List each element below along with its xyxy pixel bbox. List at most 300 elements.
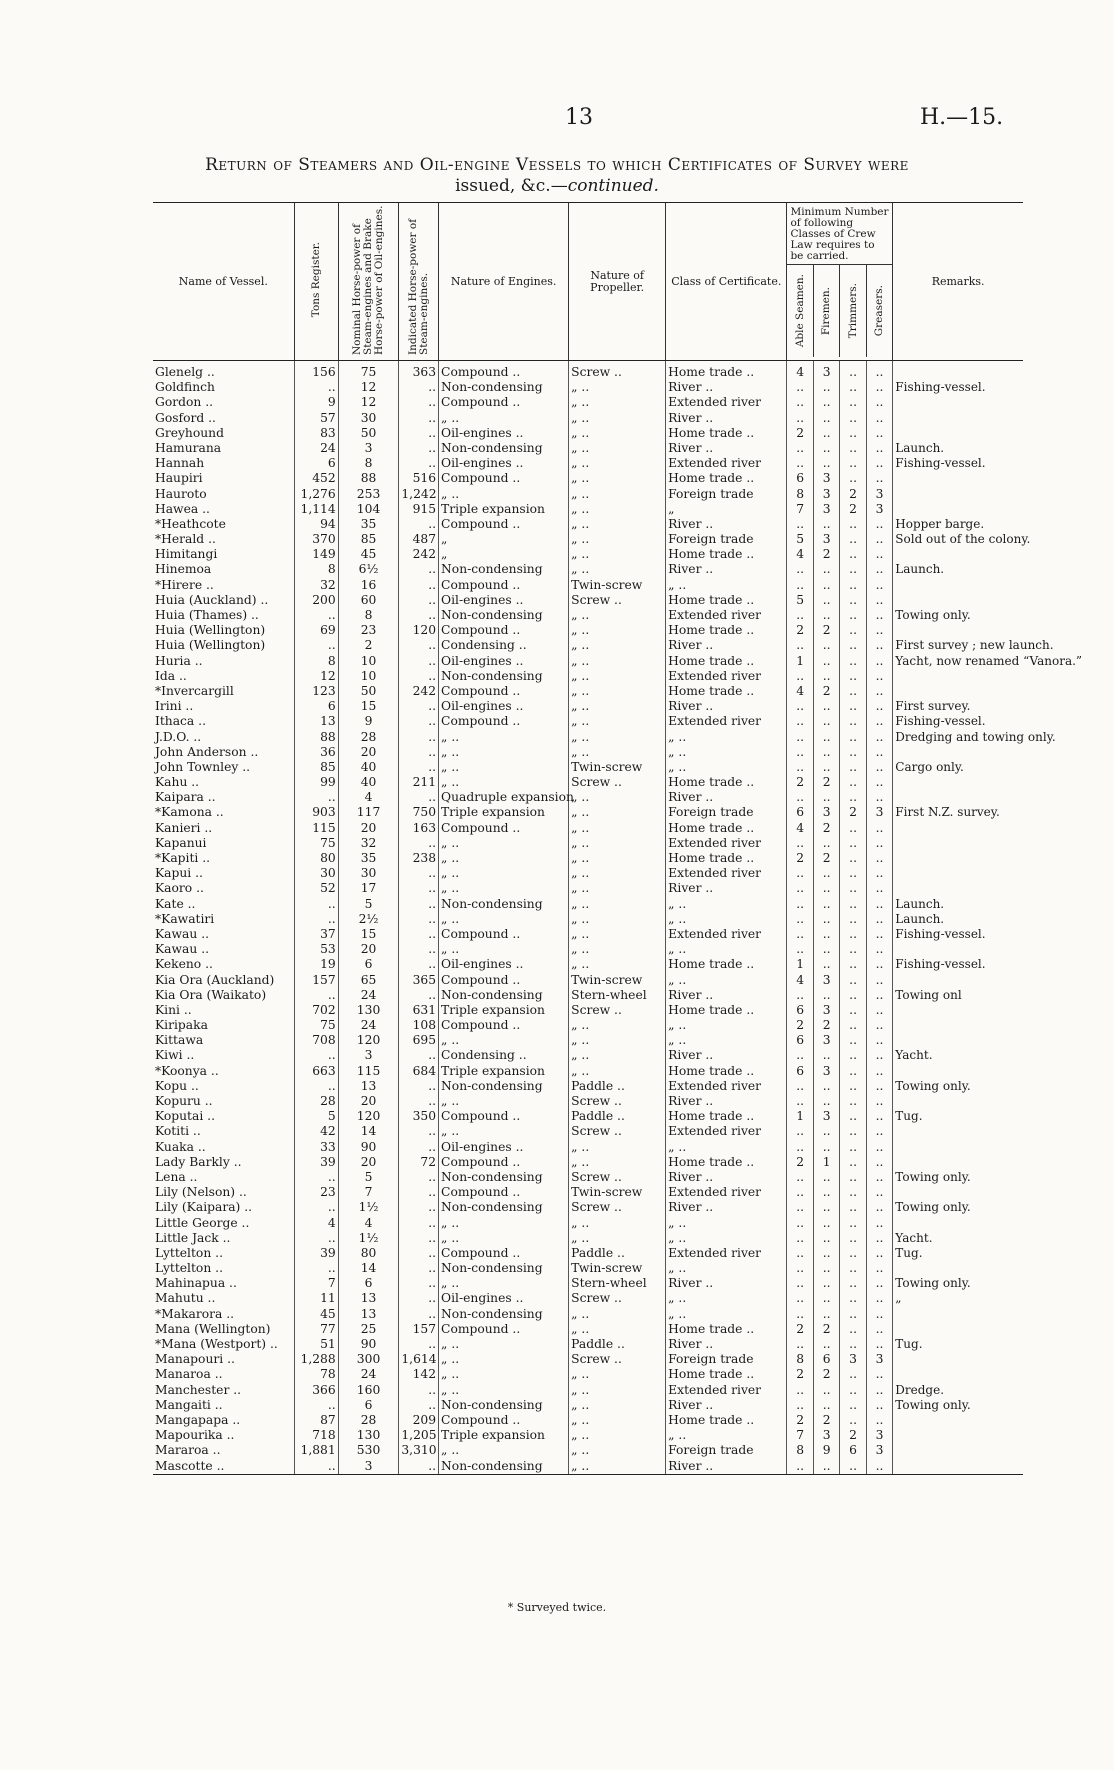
- nominal-hp: 2½: [338, 912, 399, 927]
- propeller-type: Screw ..: [569, 1170, 666, 1185]
- firemen: ..: [813, 1261, 839, 1276]
- engine-type: Compound ..: [439, 1109, 569, 1124]
- table-row: [153, 684, 1023, 699]
- propeller-type: „ ..: [569, 1216, 666, 1231]
- greasers: ..: [866, 730, 892, 745]
- able-seamen: 4: [787, 361, 813, 381]
- col-able-header: [787, 265, 812, 357]
- trimmers: ..: [840, 669, 866, 684]
- tons-register: 36: [294, 745, 338, 760]
- firemen: 3: [813, 805, 839, 820]
- nominal-hp: 6: [338, 1398, 399, 1413]
- remarks: Cargo only.: [893, 760, 1023, 775]
- engine-type: Compound ..: [439, 1413, 569, 1428]
- firemen: ..: [813, 1200, 839, 1215]
- remarks: [893, 851, 1023, 866]
- nominal-hp: 9: [338, 714, 399, 729]
- certificate-class: „ ..: [666, 730, 787, 745]
- table-row: [153, 821, 1023, 836]
- remarks: Yacht.: [893, 1231, 1023, 1246]
- remarks: [893, 684, 1023, 699]
- trimmers: ..: [840, 1216, 866, 1231]
- vessel-name: Little George ..: [155, 1215, 250, 1230]
- tons-register: 370: [294, 532, 338, 547]
- remarks: Fishing-vessel.: [893, 927, 1023, 942]
- nominal-hp: 8: [338, 456, 399, 471]
- able-seamen: 2: [787, 1322, 813, 1337]
- greasers: ..: [866, 1337, 892, 1352]
- propeller-type: Screw ..: [569, 361, 666, 381]
- indicated-hp: 750: [399, 805, 439, 820]
- engine-type: „ ..: [439, 730, 569, 745]
- tons-register: ..: [294, 790, 338, 805]
- table-row: [153, 805, 1023, 820]
- indicated-hp: ..: [399, 881, 439, 896]
- table-row: [153, 487, 1023, 502]
- remarks: [893, 973, 1023, 988]
- able-seamen: ..: [787, 1231, 813, 1246]
- vessel-name: Kapui ..: [155, 866, 203, 881]
- vessel-name: *Invercargill: [155, 683, 234, 698]
- engine-type: Oil-engines ..: [439, 699, 569, 714]
- table-row: [153, 1003, 1023, 1018]
- nominal-hp: 24: [338, 1018, 399, 1033]
- greasers: ..: [866, 1155, 892, 1170]
- firemen: 2: [813, 1413, 839, 1428]
- engine-type: Oil-engines ..: [439, 426, 569, 441]
- trimmers: ..: [840, 1033, 866, 1048]
- tons-register: 366: [294, 1383, 338, 1398]
- remarks: First survey ; new launch.: [893, 638, 1023, 653]
- remarks: [893, 1459, 1023, 1475]
- able-seamen: 1: [787, 957, 813, 972]
- certificate-class: River ..: [666, 1276, 787, 1291]
- engine-type: Non-condensing: [439, 1079, 569, 1094]
- vessel-name: Hauroto: [155, 486, 207, 501]
- greasers: ..: [866, 1170, 892, 1185]
- firemen: ..: [813, 881, 839, 896]
- trimmers: 2: [840, 502, 866, 517]
- able-seamen: ..: [787, 760, 813, 775]
- greasers: ..: [866, 395, 892, 410]
- remarks: Fishing-vessel.: [893, 714, 1023, 729]
- firemen: ..: [813, 957, 839, 972]
- tons-register: 85: [294, 760, 338, 775]
- able-seamen: 2: [787, 1413, 813, 1428]
- engine-type: Oil-engines ..: [439, 1291, 569, 1306]
- col-tons-header: [294, 203, 338, 361]
- greasers: ..: [866, 578, 892, 593]
- certificate-class: Home trade ..: [666, 851, 787, 866]
- table-row: [153, 395, 1023, 410]
- engine-type: „ ..: [439, 1383, 569, 1398]
- firemen: ..: [813, 836, 839, 851]
- indicated-hp: ..: [399, 1231, 439, 1246]
- table-row: [153, 866, 1023, 881]
- vessel-name: Lyttelton ..: [155, 1245, 223, 1260]
- indicated-hp: ..: [399, 1307, 439, 1322]
- nominal-hp: 28: [338, 730, 399, 745]
- indicated-hp: ..: [399, 395, 439, 410]
- remarks: [893, 1216, 1023, 1231]
- able-seamen: 6: [787, 471, 813, 486]
- certificate-class: Extended river: [666, 927, 787, 942]
- propeller-type: „ ..: [569, 532, 666, 547]
- firemen: ..: [813, 1246, 839, 1261]
- vessel-name: Goldfinch: [155, 380, 215, 395]
- col-remarks-header: Remarks.: [893, 203, 1023, 361]
- trimmers: ..: [840, 1155, 866, 1170]
- vessel-name: Kiripaka: [155, 1018, 208, 1033]
- table-row: [153, 1018, 1023, 1033]
- greasers: ..: [866, 441, 892, 456]
- firemen: 2: [813, 684, 839, 699]
- tons-register: 75: [294, 836, 338, 851]
- remarks: [893, 471, 1023, 486]
- greasers: ..: [866, 1307, 892, 1322]
- indicated-hp: 238: [399, 851, 439, 866]
- nominal-hp: 75: [338, 361, 399, 381]
- able-seamen: ..: [787, 456, 813, 471]
- certificate-class: Home trade ..: [666, 1322, 787, 1337]
- col-nominal-hp-header: [338, 203, 399, 361]
- trimmers: ..: [840, 1140, 866, 1155]
- engine-type: Non-condensing: [439, 1261, 569, 1276]
- remarks: Tug.: [893, 1337, 1023, 1352]
- able-seamen: ..: [787, 1337, 813, 1352]
- able-seamen: ..: [787, 380, 813, 395]
- trimmers: ..: [840, 790, 866, 805]
- vessel-name: Kaipara ..: [155, 790, 216, 805]
- remarks: [893, 1322, 1023, 1337]
- tons-register: 28: [294, 1094, 338, 1109]
- greasers: ..: [866, 1200, 892, 1215]
- indicated-hp: 242: [399, 684, 439, 699]
- firemen: ..: [813, 912, 839, 927]
- table-row: [153, 654, 1023, 669]
- nominal-hp: 117: [338, 805, 399, 820]
- engine-type: Non-condensing: [439, 441, 569, 456]
- nominal-hp: 115: [338, 1064, 399, 1079]
- greasers: ..: [866, 1140, 892, 1155]
- firemen: ..: [813, 593, 839, 608]
- nominal-hp: 30: [338, 866, 399, 881]
- propeller-type: „ ..: [569, 1367, 666, 1382]
- tons-register: 708: [294, 1033, 338, 1048]
- remarks: Launch.: [893, 897, 1023, 912]
- propeller-type: „ ..: [569, 456, 666, 471]
- table-row: [153, 699, 1023, 714]
- able-seamen: 6: [787, 1033, 813, 1048]
- certificate-class: Home trade ..: [666, 821, 787, 836]
- tons-register: 83: [294, 426, 338, 441]
- greasers: ..: [866, 821, 892, 836]
- indicated-hp: ..: [399, 760, 439, 775]
- indicated-hp: ..: [399, 669, 439, 684]
- propeller-type: Screw ..: [569, 1124, 666, 1139]
- engine-type: „ ..: [439, 866, 569, 881]
- tons-register: 69: [294, 623, 338, 638]
- tons-register: ..: [294, 1231, 338, 1246]
- engine-type: „: [439, 547, 569, 562]
- greasers: ..: [866, 1231, 892, 1246]
- tons-register: ..: [294, 1079, 338, 1094]
- tons-register: 702: [294, 1003, 338, 1018]
- able-seamen: ..: [787, 1079, 813, 1094]
- trimmers: 3: [840, 1352, 866, 1367]
- nominal-hp: 15: [338, 699, 399, 714]
- firemen: 3: [813, 1109, 839, 1124]
- nominal-hp: 10: [338, 654, 399, 669]
- greasers: ..: [866, 593, 892, 608]
- firemen: ..: [813, 988, 839, 1003]
- firemen: ..: [813, 1140, 839, 1155]
- trimmers: ..: [840, 912, 866, 927]
- table-row: [153, 669, 1023, 684]
- col-firemen-header: [813, 265, 839, 357]
- table-row: [153, 745, 1023, 760]
- greasers: ..: [866, 456, 892, 471]
- table-row: [153, 942, 1023, 957]
- firemen: 3: [813, 1033, 839, 1048]
- indicated-hp: ..: [399, 578, 439, 593]
- remarks: Fishing-vessel.: [893, 456, 1023, 471]
- greasers: ..: [866, 775, 892, 790]
- nominal-hp: 85: [338, 532, 399, 547]
- trimmers: 2: [840, 1428, 866, 1443]
- indicated-hp: ..: [399, 790, 439, 805]
- table-row: [153, 547, 1023, 562]
- propeller-type: Screw ..: [569, 1291, 666, 1306]
- vessel-name: Kuaka ..: [155, 1139, 206, 1154]
- indicated-hp: 350: [399, 1109, 439, 1124]
- firemen: 1: [813, 1155, 839, 1170]
- nominal-hp: 120: [338, 1109, 399, 1124]
- vessel-name: Kittawa: [155, 1033, 204, 1048]
- propeller-type: „ ..: [569, 805, 666, 820]
- remarks: [893, 1307, 1023, 1322]
- certificate-class: „ ..: [666, 1261, 787, 1276]
- trimmers: 2: [840, 487, 866, 502]
- remarks: [893, 1094, 1023, 1109]
- indicated-hp: ..: [399, 1048, 439, 1063]
- tons-register: 23: [294, 1185, 338, 1200]
- certificate-class: Home trade ..: [666, 426, 787, 441]
- firemen: ..: [813, 441, 839, 456]
- certificate-class: „ ..: [666, 1033, 787, 1048]
- trimmers: ..: [840, 1109, 866, 1124]
- vessel-name: Kini ..: [155, 1002, 192, 1017]
- remarks: [893, 669, 1023, 684]
- indicated-hp: ..: [399, 1337, 439, 1352]
- vessel-name: Kotiti ..: [155, 1124, 201, 1139]
- nominal-hp: 8: [338, 608, 399, 623]
- trimmers: ..: [840, 775, 866, 790]
- greasers: ..: [866, 1064, 892, 1079]
- tons-register: 53: [294, 942, 338, 957]
- table-row: [153, 1428, 1023, 1443]
- engine-type: „ ..: [439, 1231, 569, 1246]
- nominal-hp: 2: [338, 638, 399, 653]
- trimmers: ..: [840, 821, 866, 836]
- trimmers: ..: [840, 1261, 866, 1276]
- greasers: ..: [866, 790, 892, 805]
- trimmers: ..: [840, 623, 866, 638]
- trimmers: ..: [840, 578, 866, 593]
- trimmers: ..: [840, 760, 866, 775]
- indicated-hp: ..: [399, 1459, 439, 1475]
- indicated-hp: 363: [399, 361, 439, 381]
- tons-register: 452: [294, 471, 338, 486]
- greasers: 3: [866, 805, 892, 820]
- certificate-class: Extended river: [666, 456, 787, 471]
- table-row: [153, 1246, 1023, 1261]
- table-row: [153, 471, 1023, 486]
- able-seamen: 2: [787, 623, 813, 638]
- remarks: Sold out of the colony.: [893, 532, 1023, 547]
- remarks: Towing only.: [893, 1398, 1023, 1413]
- trimmers: ..: [840, 1276, 866, 1291]
- able-seamen: ..: [787, 1459, 813, 1475]
- propeller-type: Screw ..: [569, 1094, 666, 1109]
- vessel-name: *Koonya ..: [155, 1063, 219, 1078]
- greasers: ..: [866, 957, 892, 972]
- remarks: Launch.: [893, 441, 1023, 456]
- remarks: [893, 547, 1023, 562]
- greasers: 3: [866, 502, 892, 517]
- engine-type: „ ..: [439, 912, 569, 927]
- engine-type: „ ..: [439, 836, 569, 851]
- trimmers: ..: [840, 897, 866, 912]
- tons-register: 123: [294, 684, 338, 699]
- table-row: [153, 532, 1023, 547]
- able-seamen: ..: [787, 1398, 813, 1413]
- remarks: [893, 1428, 1023, 1443]
- nominal-hp: 130: [338, 1428, 399, 1443]
- indicated-hp: ..: [399, 957, 439, 972]
- propeller-type: Paddle ..: [569, 1109, 666, 1124]
- vessel-name: Kia Ora (Auckland): [155, 972, 275, 987]
- engine-type: Compound ..: [439, 578, 569, 593]
- tons-register: 1,114: [294, 502, 338, 517]
- firemen: ..: [813, 1079, 839, 1094]
- trimmers: ..: [840, 547, 866, 562]
- indicated-hp: ..: [399, 988, 439, 1003]
- tons-register: 52: [294, 881, 338, 896]
- remarks: [893, 411, 1023, 426]
- tons-register: 718: [294, 1428, 338, 1443]
- certificate-class: Home trade ..: [666, 471, 787, 486]
- table-row: [153, 714, 1023, 729]
- greasers: ..: [866, 1109, 892, 1124]
- propeller-type: „ ..: [569, 866, 666, 881]
- certificate-class: Home trade ..: [666, 593, 787, 608]
- tons-register: 115: [294, 821, 338, 836]
- col-indicated-hp-header: [399, 203, 439, 361]
- able-seamen: 4: [787, 684, 813, 699]
- engine-type: „ ..: [439, 1094, 569, 1109]
- tons-register: 30: [294, 866, 338, 881]
- engine-type: Compound ..: [439, 1155, 569, 1170]
- trimmers: ..: [840, 836, 866, 851]
- vessel-name: Gosford ..: [155, 410, 216, 425]
- vessel-name: Mapourika ..: [155, 1428, 235, 1443]
- indicated-hp: 1,242: [399, 487, 439, 502]
- engine-type: „ ..: [439, 881, 569, 896]
- tons-register: 39: [294, 1155, 338, 1170]
- table-row: [153, 1185, 1023, 1200]
- remarks: [893, 1140, 1023, 1155]
- nominal-hp: 20: [338, 745, 399, 760]
- remarks: Dredge.: [893, 1383, 1023, 1398]
- trimmers: ..: [840, 593, 866, 608]
- greasers: ..: [866, 866, 892, 881]
- table-row: [153, 927, 1023, 942]
- table-row: [153, 361, 1023, 381]
- tons-register: 149: [294, 547, 338, 562]
- col-nominal-hp-label: Nominal Horse-power of Steam-engines and Brake Horse-power of Oil-engines.: [351, 205, 386, 355]
- nominal-hp: 88: [338, 471, 399, 486]
- certificate-class: „ ..: [666, 1140, 787, 1155]
- engine-type: Triple expansion: [439, 1003, 569, 1018]
- greasers: ..: [866, 1276, 892, 1291]
- tons-register: 6: [294, 456, 338, 471]
- certificate-class: Extended river: [666, 608, 787, 623]
- title-line-1: Return of Steamers and Oil-engine Vessels to which Certificates of Survey were: [205, 155, 909, 175]
- firemen: 3: [813, 502, 839, 517]
- firemen: ..: [813, 927, 839, 942]
- remarks: [893, 502, 1023, 517]
- propeller-type: „ ..: [569, 1398, 666, 1413]
- able-seamen: ..: [787, 441, 813, 456]
- trimmers: ..: [840, 1322, 866, 1337]
- col-greasers-label: Greasers.: [873, 285, 886, 337]
- greasers: ..: [866, 912, 892, 927]
- certificate-class: Foreign trade: [666, 1443, 787, 1458]
- remarks: First survey.: [893, 699, 1023, 714]
- able-seamen: 2: [787, 1155, 813, 1170]
- able-seamen: ..: [787, 836, 813, 851]
- trimmers: ..: [840, 699, 866, 714]
- vessel-name: *Kamona ..: [155, 805, 224, 820]
- tons-register: 4: [294, 1216, 338, 1231]
- indicated-hp: 684: [399, 1064, 439, 1079]
- tons-register: 156: [294, 361, 338, 381]
- able-seamen: 5: [787, 532, 813, 547]
- engine-type: Quadruple expansion: [439, 790, 569, 805]
- vessel-name: Manaroa ..: [155, 1367, 223, 1382]
- indicated-hp: 487: [399, 532, 439, 547]
- propeller-type: „ ..: [569, 623, 666, 638]
- engine-type: „ ..: [439, 487, 569, 502]
- vessel-name: Lena ..: [155, 1169, 198, 1184]
- table-row: [153, 730, 1023, 745]
- firemen: ..: [813, 638, 839, 653]
- indicated-hp: ..: [399, 411, 439, 426]
- remarks: [893, 578, 1023, 593]
- trimmers: ..: [840, 1064, 866, 1079]
- nominal-hp: 90: [338, 1337, 399, 1352]
- vessel-name: Ithaca ..: [155, 714, 206, 729]
- table-row: [153, 1170, 1023, 1185]
- certificate-class: Foreign trade: [666, 1352, 787, 1367]
- table-title: [0, 155, 1114, 197]
- title-line-2: [0, 176, 1114, 197]
- propeller-type: „ ..: [569, 1033, 666, 1048]
- indicated-hp: ..: [399, 866, 439, 881]
- trimmers: ..: [840, 1367, 866, 1382]
- firemen: ..: [813, 456, 839, 471]
